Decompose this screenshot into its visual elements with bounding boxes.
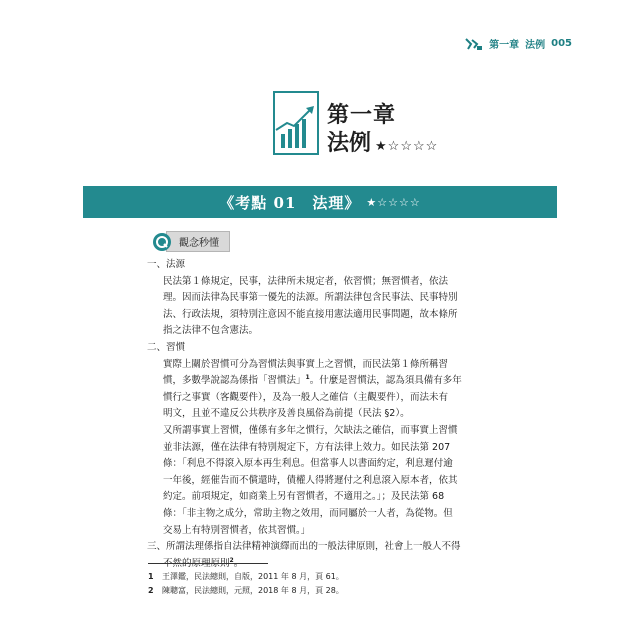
concept-tag [152, 231, 230, 252]
chapter-title: 法例 [327, 130, 372, 156]
section-1-heading: 一、法源 [147, 259, 186, 270]
footnote-text: 王澤鑑，民法總則，自版，2011 年 8 月，頁 61。 [162, 572, 344, 581]
text-line: 並非法源，僅在法律有特別規定下，方有法律上效力。如民法第 207 [163, 441, 451, 453]
text-fragment: 。 [233, 557, 244, 569]
topic-title: 《考點 01 法理》 [219, 193, 361, 212]
chapter-heading [272, 90, 439, 158]
text-line: 民法第１條規定，民事，法律所未規定者，依習慣；無習慣者，依法 [163, 275, 449, 287]
growth-chart-icon [272, 90, 322, 156]
text-line: 指之法律不包含憲法。 [163, 325, 259, 337]
footnote-ref-1[interactable]: 1 [305, 374, 310, 381]
main-text [147, 257, 497, 572]
chapter-number: 第一章 [327, 102, 397, 128]
text-line: 實際上關於習慣可分為習慣法與事實上之習慣，而民法第１條所稱習 [163, 358, 449, 370]
text-line: 交易上有特別習慣者，依其習慣。」 [163, 524, 311, 536]
footnotes [148, 570, 344, 598]
footnote-number: 1 [148, 572, 154, 581]
text-line: 理。因而法律為民事第一優先的法源。所謂法律包含民事法、民事特別 [163, 292, 458, 304]
concept-label: 觀念秒懂 [166, 231, 230, 252]
footnote-2 [148, 584, 344, 598]
header-section: 法例 [525, 40, 546, 51]
topic-difficulty-stars: ★☆☆☆☆ [366, 195, 421, 209]
chapter-difficulty-stars: ★☆☆☆☆ [375, 139, 439, 154]
section-3-heading: 三、所謂法理係指自法律精神演繹而出的一般法律原則，社會上一般人不得 [147, 541, 461, 553]
text-line: 明文，且並不違反公共秩序及善良風俗為前提（民法 §2）。 [163, 408, 410, 420]
text-line [163, 373, 497, 390]
text-fragment: 。什麼是習慣法，認為須具備有多年 [309, 375, 462, 387]
section-2-paragraph-1 [163, 357, 497, 423]
header-page-number: 005 [551, 38, 572, 49]
section-1-paragraph [163, 274, 497, 340]
footnote-ref-2[interactable]: 2 [229, 556, 234, 564]
text-line: 一年後，經催告而不償還時，債權人得將遲付之利息滾入原本者，依其 [163, 474, 458, 486]
text-line: 慣行之事實（客觀要件），及為一般人之確信（主觀要件），而法未有 [163, 391, 449, 403]
text-line: 條：「非主物之成分，常助主物之效用，而同屬於一人者，為從物。但 [163, 507, 453, 519]
topic-banner [83, 186, 557, 218]
section-2-paragraph-2 [163, 423, 497, 539]
text-line: 法、行政法規，須特別注意因不能直接用憲法適用民事問題，故本條所 [163, 308, 458, 320]
footnote-divider [148, 563, 268, 564]
section-2-heading: 二、習慣 [147, 341, 186, 353]
text-fragment: 不然的原理原則 [163, 557, 230, 569]
footnote-number: 2 [148, 586, 154, 595]
chapter-title-line [327, 126, 438, 157]
footnote-1 [148, 570, 344, 584]
text-line: 約定。前項規定，如商業上另有習慣者，不適用之。」；及民法第 68 [163, 491, 445, 503]
text-line: 又所謂事實上習慣，僅係有多年之慣行，欠缺法之確信，而事實上習慣 [163, 424, 458, 436]
header-chapter: 第一章 [489, 40, 520, 51]
text-line: 條：「利息不得滾入原本再生利息。但當事人以書面約定，利息遲付逾 [163, 458, 453, 470]
running-header [465, 36, 572, 51]
footnote-text: 陳聰富，民法總則，元照，2018 年 8 月，頁 28。 [162, 586, 344, 595]
bookmark-hand-icon [465, 37, 483, 51]
text-fragment: 慣，多數學說認為係指「習慣法」 [163, 375, 306, 387]
concept-badge-icon [152, 232, 172, 252]
